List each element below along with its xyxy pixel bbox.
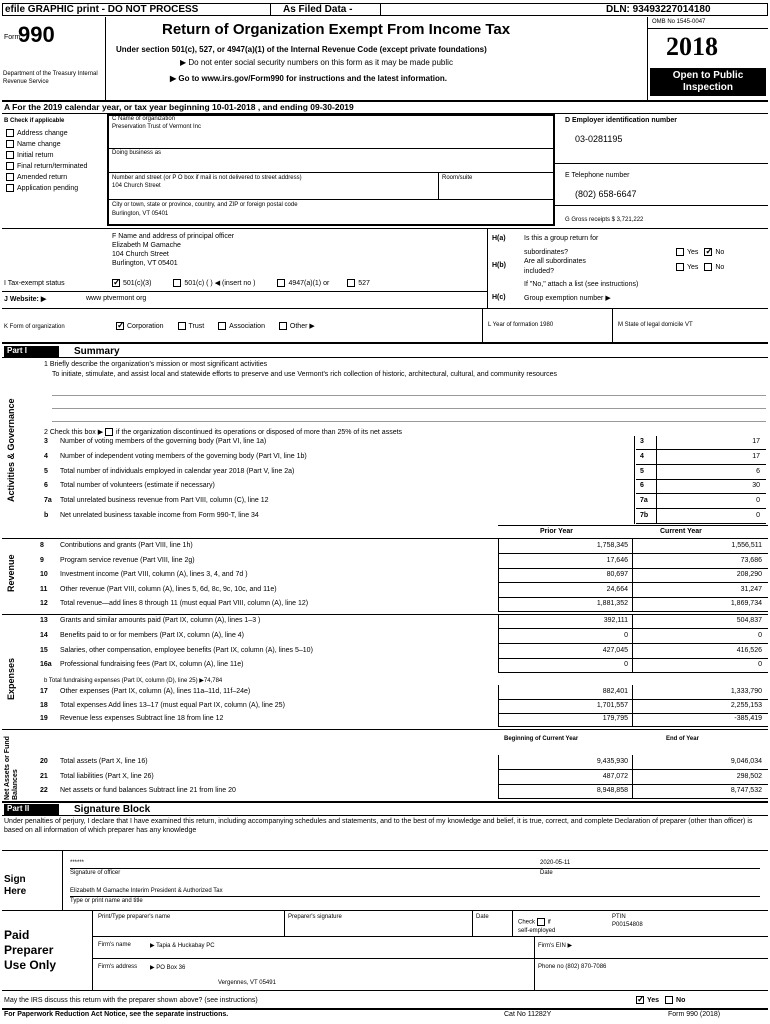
fin-line-number: 18 [40, 701, 48, 709]
gov-line-box: 5 [640, 467, 644, 475]
eoy-header: End of Year [666, 736, 699, 742]
part1-tag: Part I [4, 346, 59, 357]
hb-question-2: included? [524, 268, 554, 275]
hb-instructions: If "No," attach a list (see instructions) [524, 281, 639, 288]
checkbox-initial-return[interactable]: Initial return [6, 150, 87, 161]
website-value[interactable]: www ptvermont org [86, 295, 147, 302]
column-rule [498, 685, 499, 726]
form-label: Form [4, 34, 21, 41]
tax-exempt-label: I Tax-exempt status [4, 280, 65, 287]
ptin-label: PTIN [612, 914, 626, 920]
option-527[interactable]: 527 [347, 280, 370, 287]
fin-line-text: Grants and similar amounts paid (Part IX, column (A), lines 1–3 ) [60, 617, 261, 624]
fin-current-value: 9,046,034 [730, 758, 762, 765]
hb-question: Are all subordinates [524, 258, 586, 265]
signature-date: 2020-05-11 [540, 860, 571, 866]
gov-line-number: b [44, 512, 49, 519]
checkbox-amended-return[interactable]: Amended return [6, 172, 87, 183]
gov-line-value: 0 [756, 497, 760, 505]
gov-line-text: Number of voting members of the governing body (Part VI, line 1a) [60, 438, 267, 445]
part2-tag: Part II [4, 804, 59, 815]
row-rule [498, 597, 768, 598]
hc-tag: H(c) [492, 294, 506, 301]
fin-line-text: Other revenue (Part VIII, column (A), lines 5, 6d, 8c, 9c, 10c, and 11e) [60, 585, 277, 593]
fin-line-text: Contributions and grants (Part VIII, line 1h) [60, 542, 193, 549]
gov-line-number: 3 [44, 438, 48, 445]
row-rule [498, 699, 768, 700]
fin-prior-value: 9,435,930 [596, 758, 628, 765]
fin-current-value: 416,526 [736, 646, 762, 654]
fin-prior-value: 1,758,345 [596, 542, 628, 549]
fin-current-value: 504,837 [736, 617, 762, 624]
hb-yes-no[interactable]: Yes No [676, 263, 724, 271]
open-to-public-badge: Open to Public Inspection [650, 68, 766, 96]
checkbox-final-return[interactable]: Final return/terminated [6, 161, 87, 172]
fin-current-value: 8,747,532 [730, 787, 762, 794]
row-rule [498, 672, 768, 673]
fin-prior-value: 24,664 [606, 585, 628, 593]
city-address: Burlington, VT 05401 [112, 211, 169, 217]
fin-prior-value: 1,701,557 [596, 701, 628, 709]
ptin-value: P00154808 [612, 922, 643, 928]
department-label: Department of the Treasury Internal Revenue Service [3, 71, 98, 85]
fin-prior-value: 8,948,858 [596, 787, 628, 794]
row-rule [498, 628, 768, 629]
gov-line-value: 30 [752, 482, 760, 490]
officer-name-title: Elizabeth M Gamache Interim President & Authorized Tax [70, 888, 223, 894]
dln-number: DLN: 93493227014180 [606, 4, 711, 15]
street-label: Number and street (or P O box if mail is not delivered to street address) [112, 175, 302, 181]
column-rule [498, 614, 499, 673]
fin-line-text: Total liabilities (Part X, line 26) [60, 772, 154, 780]
ein-label: D Employer identification number [565, 117, 678, 124]
tax-exempt-options [112, 279, 370, 287]
side-label-net-assets: Net Assets or Fund Balances [4, 736, 19, 800]
column-rule [632, 685, 633, 726]
fin-line-number: 9 [40, 556, 44, 564]
row-rule [498, 568, 768, 569]
firm-phone: Phone no (802) 870-7086 [538, 964, 607, 970]
org-name: Preservation Trust of Vermont Inc [112, 124, 202, 130]
fin-line-text: Benefits paid to or for members (Part IX, column (A), line 4) [60, 631, 245, 639]
fin-line-text: Revenue less expenses Subtract line 18 from line 12 [60, 715, 224, 722]
fin-line-text: Total revenue—add lines 8 through 11 (must equal Part VIII, column (A), line 12) [60, 600, 309, 607]
as-filed-label: As Filed Data - [283, 4, 353, 15]
current-year-header: Current Year [660, 528, 702, 535]
column-rule [656, 436, 657, 524]
row-rule [498, 643, 768, 644]
fin-line-number: 17 [40, 688, 48, 695]
gross-receipts: G Gross receipts $ 3,721,222 [565, 217, 644, 223]
row-rule [498, 726, 768, 727]
officer-signature-stars: ****** [70, 860, 85, 866]
column-rule [632, 755, 633, 799]
checkbox-address-change[interactable]: Address change [6, 128, 87, 139]
fin-line-number: 22 [40, 787, 48, 794]
fin-prior-value: 487,072 [602, 772, 628, 780]
preparer-date-label: Date [476, 914, 489, 920]
ha-yes-no[interactable]: Yes ✓ No [676, 248, 724, 256]
efile-notice: efile GRAPHIC print - DO NOT PROCESS [5, 4, 199, 15]
boy-header: Beginning of Current Year [504, 736, 579, 742]
form-footer: Form 990 (2018) [668, 1011, 721, 1018]
row-rule [498, 611, 768, 612]
fin-line-text: Professional fundraising fees (Part IX, column (A), line 11e) [60, 661, 244, 669]
line-a-tax-year: A For the 2019 calendar year, or tax year beginning 10-01-2018 , and ending 09-30-2019 [4, 102, 354, 112]
fin-line-number: 15 [40, 646, 48, 654]
state-of-domicile: M State of legal domicile VT [618, 322, 693, 328]
phone-label: E Telephone number [565, 172, 630, 179]
section-b-title: B Check if applicable [4, 118, 65, 124]
gov-line-value: 0 [756, 512, 760, 519]
fin-current-value: 208,290 [736, 571, 762, 578]
omb-number: OMB No 1545-0047 [652, 19, 706, 25]
tax-year: 2018 [666, 32, 718, 61]
option-other[interactable]: Other ▶ [279, 323, 315, 330]
gov-line-text: Number of independent voting members of the governing body (Part VI, line 1b) [60, 452, 307, 460]
principal-officer-label: F Name and address of principal officer [112, 233, 235, 240]
section-c-box [107, 114, 555, 226]
fin-line-text: Program service revenue (Part VIII, line 2g) [60, 556, 195, 564]
gov-line-value: 17 [752, 452, 760, 460]
fin-prior-value: 80,697 [606, 571, 628, 578]
paid-preparer-label: Paid Preparer Use Only [4, 928, 57, 972]
fin-line-number: 21 [40, 772, 48, 780]
ha-question-2: subordinates? [524, 249, 568, 256]
firm-address-label: Firm's address [98, 964, 138, 970]
irs-link[interactable]: ▶ Go to www.irs.gov/Form990 for instructions and the latest information. [170, 74, 447, 83]
firm-ein-label: Firm's EIN ▶ [538, 943, 573, 949]
fin-line-text: Total expenses Add lines 13–17 (must equal Part IX, column (A), line 25) [60, 701, 285, 709]
gov-line-number: 6 [44, 482, 48, 490]
option-501c3[interactable]: ✓ 501(c)(3) [112, 280, 151, 287]
fin-line-number: 12 [40, 600, 48, 607]
row-rule [498, 784, 768, 785]
fin-current-value: 1,333,790 [730, 688, 762, 695]
row-rule [498, 713, 768, 714]
gov-line-text: Net unrelated business taxable income from Form 990-T, line 34 [60, 512, 259, 519]
fin-prior-value: 1,881,352 [596, 600, 628, 607]
fin-prior-value: 427,045 [602, 646, 628, 654]
section-b-checklist [6, 128, 87, 194]
fin-current-value: 1,556,511 [731, 542, 762, 549]
phone-value: (802) 658-6647 [575, 189, 637, 199]
fin-line-text: Total assets (Part X, line 16) [60, 758, 148, 765]
officer-name-label: Type or print name and title [70, 898, 143, 904]
row-rule [498, 553, 768, 554]
fin-line-number: 20 [40, 758, 48, 765]
form-subtitle: Under section 501(c), 527, or 4947(a)(1) of the Internal Revenue Code (except private foundations) [116, 45, 487, 54]
ssn-warning: ▶ Do not enter social security numbers on this form as it may be made public [180, 58, 453, 67]
column-rule [632, 539, 633, 612]
row-rule [498, 798, 768, 799]
ha-question: Is this a group return for [524, 235, 599, 242]
hb-tag: H(b) [492, 262, 506, 269]
row-rule [498, 658, 768, 659]
column-rule [498, 539, 499, 612]
self-employed-label: self-employed [518, 928, 556, 934]
row-rule [498, 582, 768, 583]
website-label: J Website: ▶ [4, 296, 47, 303]
fin-prior-value: 0 [624, 631, 628, 639]
city-label: City or town, state or province, country, and ZIP or foreign postal code [112, 202, 298, 208]
gov-line-value: 6 [756, 467, 760, 475]
part1-title: Summary [74, 346, 120, 357]
fin-current-value: -385,419 [734, 715, 762, 722]
form-of-org-options [116, 322, 315, 330]
form-of-org-label: K Form of organization [4, 324, 65, 330]
column-rule [498, 755, 499, 799]
discuss-question: May the IRS discuss this return with the preparer shown above? (see instructions) [4, 997, 258, 1004]
fin-current-value: 2,255,153 [730, 701, 762, 709]
fin-prior-value: 882,401 [602, 688, 628, 695]
fin-current-value: 1,869,734 [730, 600, 762, 607]
principal-officer-name: Elizabeth M Gamache [112, 242, 181, 249]
row-rule [498, 769, 768, 770]
line16b-fundraising: b Total fundraising expenses (Part IX, column (D), line 25) ▶74,784 [44, 678, 223, 684]
fin-line-number: 19 [40, 715, 48, 722]
fin-current-value: 0 [758, 661, 762, 669]
mission-statement: To initiate, stimulate, and assist local and statewide efforts to preserve and use Vermont's rich collection of historic, architectural, cultural, and community resources [52, 371, 558, 378]
fin-line-text: Investment income (Part VIII, column (A), lines 3, 4, and 7d ) [60, 571, 248, 578]
checkbox-name-change[interactable]: Name change [6, 139, 87, 150]
preparer-name-label: Print/Type preparer's name [98, 914, 171, 920]
firm-address-1: ▶ PO Box 36 [150, 965, 186, 971]
line1-label: 1 Briefly describe the organization's mission or most significant activities [44, 361, 268, 368]
room-suite-label: Room/suite [442, 175, 473, 181]
fin-current-value: 0 [758, 631, 762, 639]
fin-prior-value: 392,111 [603, 617, 628, 624]
option-association[interactable]: Association [218, 323, 265, 330]
gov-line-text: Total number of volunteers (estimate if necessary) [60, 482, 215, 490]
gov-line-number: 4 [44, 452, 48, 460]
option-corporation[interactable]: ✓ Corporation [116, 323, 164, 330]
side-label-revenue: Revenue [6, 554, 16, 592]
ein-value: 03-0281195 [575, 134, 623, 144]
form-title: Return of Organization Exempt From Income Tax [162, 21, 511, 38]
fin-current-value: 31,247 [740, 585, 762, 593]
side-label-governance: Activities & Governance [6, 398, 16, 502]
gov-line-box: 4 [640, 452, 644, 460]
fin-line-number: 11 [40, 585, 48, 593]
year-of-formation: L Year of formation 1980 [488, 322, 554, 328]
fin-prior-value: 17,646 [606, 556, 628, 564]
firm-address-2: Vergennes, VT 05491 [218, 980, 276, 986]
dba-label: Doing business as [112, 150, 162, 156]
gov-line-box: 3 [640, 438, 644, 445]
signature-label: Signature of officer [70, 870, 121, 876]
principal-officer-street: 104 Church Street [112, 251, 169, 258]
column-rule [632, 614, 633, 673]
gov-line-text: Total unrelated business revenue from Part VIII, column (C), line 12 [60, 497, 269, 505]
catalog-number: Cat No 11282Y [504, 1011, 552, 1018]
gov-line-value: 17 [752, 438, 760, 445]
fin-line-number: 10 [40, 571, 48, 578]
gov-line-box: 7b [640, 512, 649, 519]
firm-name: ▶ Tapia & Huckabay PC [150, 943, 215, 949]
org-name-label: C Name of organization [112, 116, 176, 122]
fin-line-text: Net assets or fund balances Subtract line 21 from line 20 [60, 787, 236, 794]
option-trust[interactable]: Trust [178, 323, 205, 330]
preparer-signature-label: Preparer's signature [288, 914, 342, 920]
date-label: Date [540, 870, 553, 876]
prior-year-header: Prior Year [540, 528, 573, 535]
fin-prior-value: 179,795 [602, 715, 628, 722]
gov-line-text: Total number of individuals employed in calendar year 2018 (Part V, line 2a) [60, 467, 295, 475]
option-501c[interactable]: 501(c) ( ) ◀ (insert no ) [173, 280, 255, 287]
perjury-statement: Under penalties of perjury, I declare that I have examined this return, including accompanying schedules and statements, and to the best of my knowledge and belief, it is true, correct, and complete Declaration of preparer (other than officer) is based on all information of which preparer has any knowledge [4, 818, 753, 834]
fin-line-number: 8 [40, 542, 44, 549]
principal-officer-city: Burlington, VT 05401 [112, 260, 178, 267]
fin-current-value: 73,686 [740, 556, 762, 564]
paperwork-notice: For Paperwork Reduction Act Notice, see the separate instructions. [4, 1011, 229, 1018]
fin-line-text: Salaries, other compensation, employee benefits (Part IX, column (A), lines 5–10) [60, 646, 313, 654]
side-label-expenses: Expenses [6, 657, 16, 700]
gov-line-number: 7a [44, 497, 52, 505]
discuss-yes-no[interactable]: ✓ Yes No [636, 996, 685, 1004]
ha-tag: H(a) [492, 235, 506, 242]
fin-line-number: 13 [40, 617, 48, 624]
part2-title: Signature Block [74, 804, 151, 815]
here-label: Here [4, 886, 27, 897]
gov-line-box: 7a [640, 497, 648, 505]
line2-check[interactable]: 2 Check this box ▶ if the organization discontinued its operations or disposed of more than 25% of its net assets [44, 429, 403, 436]
option-4947[interactable]: 4947(a)(1) or [277, 280, 329, 287]
hc-question: Group exemption number ▶ [524, 295, 611, 302]
firm-name-label: Firm's name [98, 942, 131, 948]
fin-current-value: 298,502 [736, 772, 762, 780]
principal-officer-block [112, 232, 234, 268]
fin-line-number: 16a [40, 661, 52, 669]
checkbox-application-pending[interactable]: Application pending [6, 183, 87, 194]
form-number: 990 [18, 22, 55, 47]
street-address: 104 Church Street [112, 183, 161, 189]
fin-prior-value: 0 [624, 661, 628, 669]
fin-line-text: Other expenses (Part IX, column (A), lines 11a–11d, 11f–24e) [60, 688, 251, 695]
self-employed-check[interactable]: Check if [518, 919, 551, 926]
gov-line-box: 6 [640, 482, 644, 490]
column-rule [634, 436, 635, 524]
fin-line-number: 14 [40, 631, 48, 639]
sign-label: Sign [4, 874, 26, 885]
gov-line-number: 5 [44, 467, 48, 475]
